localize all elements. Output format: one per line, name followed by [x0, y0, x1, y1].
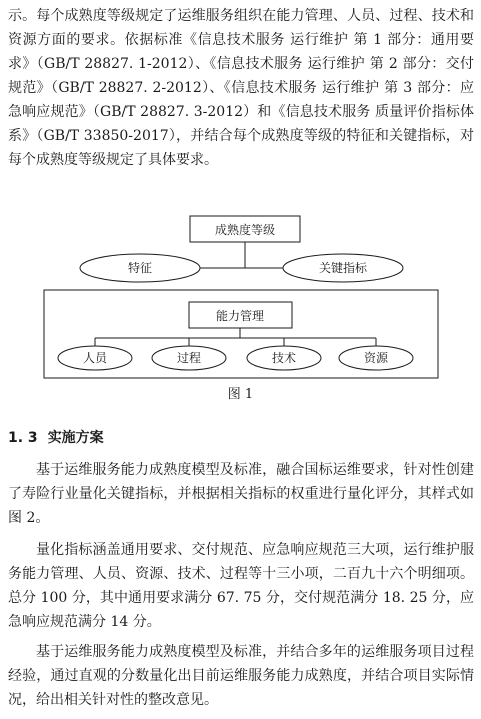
- paragraph-implementation: 基于运维服务能力成熟度模型及标准，融合国标运维要求，针对性创建了寿险行业量化关键指标，并根据相关指标的权重进行量化评分，其样式如图 2。: [8, 462, 474, 526]
- section-number: 1. 3: [8, 430, 38, 446]
- paragraph-intro: 示。每个成熟度等级规定了运维服务组织在能力管理、人员、过程、技术和资源方面的要求。依据标准《信息技术服务 运行维护 第 1 部分：通用要求》（GB/T 28827. 1-2012）、《信息技术服务 运行维护 第 2 部分：交付规范》（GB/T 28827. 2-2012）、《信息技术服务 运行维护 第 3 部分：应急响应规范》（GB/T 28827. 3-2012）和《信息技术服务 质量评价指标体系》（GB/T 33850-2017），并结合每个成熟度等级的特征和关键指标，对每个成熟度等级规定了具体要求。: [8, 8, 474, 168]
- maturity-model-diagram: [0, 206, 481, 381]
- feature-label: 特征: [127, 261, 153, 275]
- process-label: 过程: [176, 351, 202, 365]
- paragraph-indicators: 量化指标涵盖通用要求、交付规范、应急响应规范三大项，运行维护服务能力管理、人员、资源、技术、过程等十三小项，二百九十六个明细项。总分 100 分，其中通用要求满分 67. 75 分，交付规范满分 18. 25 分，应急响应规范满分 14 分。: [8, 542, 474, 630]
- technology-label: 技术: [271, 351, 297, 365]
- capability-management-label: 能力管理: [215, 309, 265, 323]
- key-indicator-label: 关键指标: [318, 261, 368, 275]
- section-title: 实施方案: [47, 430, 104, 446]
- section-heading: [8, 428, 104, 448]
- paragraph-rectification: 基于运维服务能力成熟度模型及标准，并结合多年的运维服务项目过程经验，通过直观的分数量化出目前运维服务能力成熟度，并结合项目实际情况，给出相关针对性的整改意见。: [8, 644, 474, 708]
- personnel-label: 人员: [82, 351, 108, 365]
- figure-caption: 图 1: [227, 387, 254, 402]
- maturity-level-label: 成熟度等级: [214, 223, 276, 237]
- resource-label: 资源: [363, 351, 389, 365]
